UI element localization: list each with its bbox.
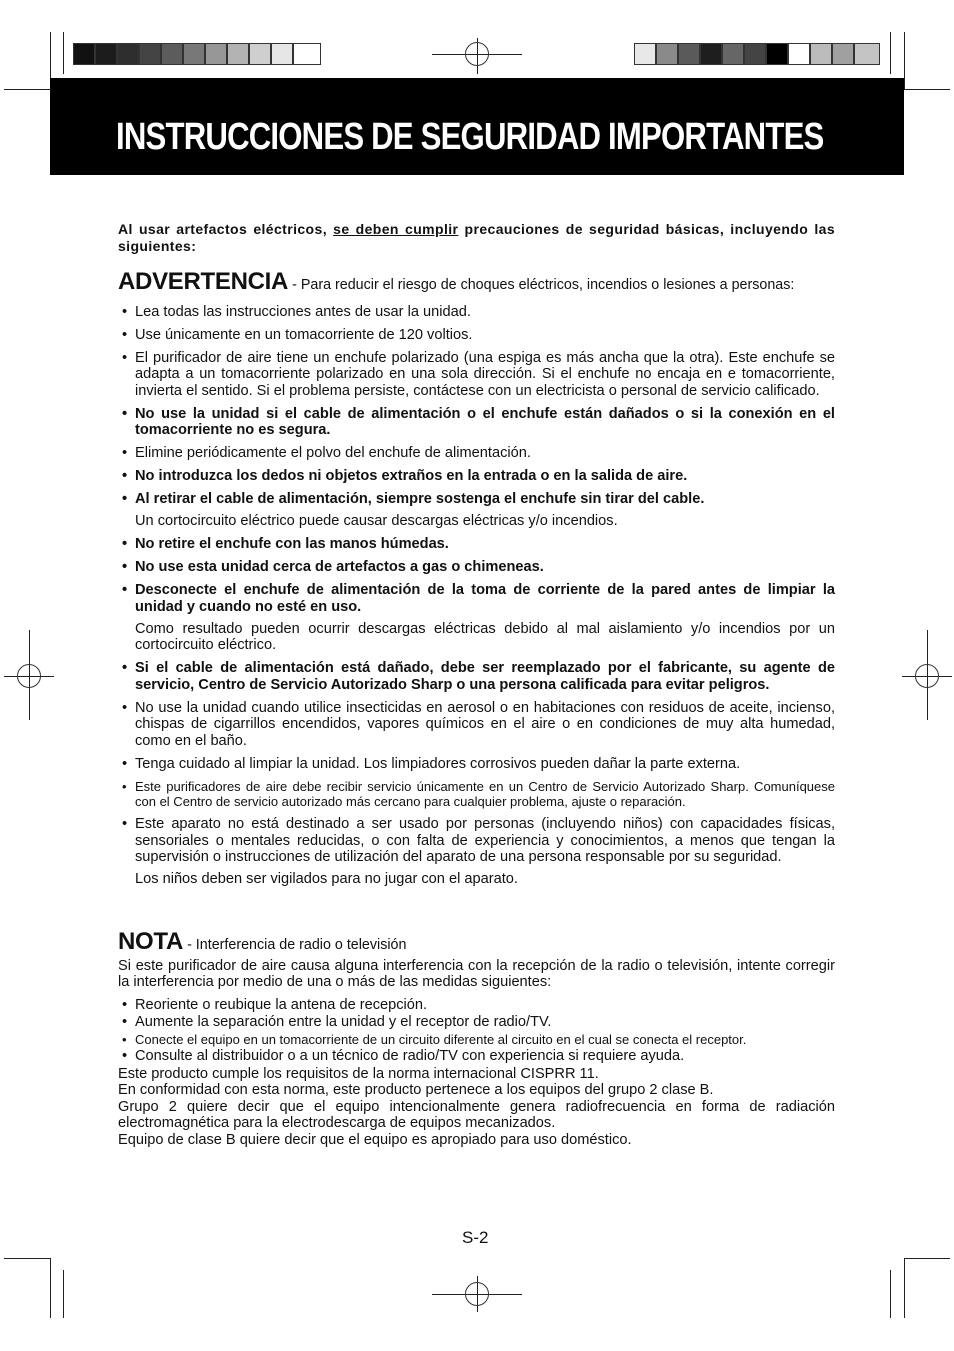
advertencia-subheading: - Para reducir el riesgo de choques eléctricos, incendios o lesiones a personas: bbox=[292, 277, 795, 293]
list-item: • No use la unidad si el cable de alimentación o el enchufe están dañados o si la conexión en el tomacorriente no es segura. bbox=[118, 406, 835, 439]
nota-subheading: - Interferencia de radio o televisión bbox=[187, 937, 407, 953]
list-item: • Reoriente o reubique la antena de recepción. bbox=[118, 997, 835, 1014]
list-item: • Conecte el equipo en un tomacorriente de un circuito diferente al circuito en el cual se conecta el receptor. bbox=[118, 1032, 835, 1048]
list-item: • No retire el enchufe con las manos húmedas. bbox=[118, 536, 835, 553]
list-item: • No use esta unidad cerca de artefactos a gas o chimeneas. bbox=[118, 559, 835, 576]
list-note: Un cortocircuito eléctrico puede causar descargas eléctricas y/o incendios. bbox=[135, 513, 618, 529]
list-item: • Elimine periódicamente el polvo del enchufe de alimentación. bbox=[118, 445, 835, 462]
nota-list bbox=[118, 997, 835, 1065]
list-note: Los niños deben ser vigilados para no jugar con el aparato. bbox=[135, 871, 518, 887]
list-item: • Este purificadores de aire debe recibir servicio únicamente en un Centro de Servicio Autorizado Sharp. Comuníquese con el Centro de servicio autorizado más cercano para cualquier problema, ajuste o reparación. bbox=[118, 779, 835, 810]
nota-paragraph: En conformidad con esta norma, este producto pertenece a los equipos del grupo 2 clase B. bbox=[118, 1082, 714, 1098]
list-item: • Use únicamente en un tomacorriente de 120 voltios. bbox=[118, 327, 835, 344]
title-banner bbox=[50, 78, 904, 175]
list-item: • Si el cable de alimentación está dañado, debe ser reemplazado por el fabricante, su agente de servicio, Centro de Servicio Autorizado Sharp o una persona calificada para evitar peligros. bbox=[118, 660, 835, 693]
list-note: Como resultado pueden ocurrir descargas eléctricas debido al mal aislamiento y/o incendios por un cortocircuito eléctrico. bbox=[135, 620, 835, 653]
advertencia-heading-row bbox=[118, 268, 835, 295]
list-item: • El purificador de aire tiene un enchufe polarizado (una espiga es más ancha que la otra). Este enchufe se adapta a un tomacorriente polarizado en una sola dirección. Si el enchufe no encaja en e tomacorriente, invierta el sentido. Si el problema persiste, contáctese con un electricista o personal de servicio calificado. bbox=[118, 350, 835, 400]
list-item: • No introduzca los dedos ni objetos extraños en la entrada o en la salida de aire. bbox=[118, 468, 835, 485]
advertencia-section bbox=[118, 268, 835, 888]
nota-paragraph: Grupo 2 quiere decir que el equipo intencionalmente genera radiofrecuencia en forma de radiación electromagnética para la electrodescarga de equipos mecanizados. bbox=[118, 1098, 835, 1131]
page-number: S-2 bbox=[462, 1228, 489, 1247]
list-item: • Este aparato no está destinado a ser usado por personas (incluyendo niños) con capacidades físicas, sensoriales o mentales reducidas, o con falta de experiencia y conocimientos, a menos que tengan la supervisión o instrucciones de utilización del aparato de una persona responsable por su seguridad. bbox=[118, 816, 835, 866]
nota-heading: NOTA bbox=[118, 928, 184, 955]
list-item: • Aumente la separación entre la unidad y el receptor de radio/TV. bbox=[118, 1014, 835, 1031]
intro-emphasis: se deben cumplir bbox=[333, 221, 459, 237]
nota-heading-row bbox=[118, 928, 835, 955]
warning-list bbox=[118, 536, 835, 615]
nota-intro: Si este purificador de aire causa alguna interferencia con la recepción de la radio o televisión, intente corregir la interferencia por medio de una o más de las medidas siguientes: bbox=[118, 957, 835, 990]
list-item: • Desconecte el enchufe de alimentación de la toma de corriente de la pared antes de limpiar la unidad y cuando no esté en uso. bbox=[118, 582, 835, 615]
list-item: • No use la unidad cuando utilice insecticidas en aerosol o en habitaciones con residuos de aceite, incienso, chispas de cigarrillos encendidos, vapores químicos en el aire o en condiciones de muy alta humedad, como en el baño. bbox=[118, 700, 835, 750]
list-item: • Al retirar el cable de alimentación, siempre sostenga el enchufe sin tirar del cable. bbox=[118, 491, 835, 508]
document-body bbox=[118, 221, 835, 1148]
nota-paragraph: Equipo de clase B quiere decir que el equipo es apropiado para uso doméstico. bbox=[118, 1131, 632, 1148]
nota-section bbox=[118, 928, 835, 1148]
advertencia-heading: ADVERTENCIA bbox=[118, 268, 289, 295]
page-title: INSTRUCCIONES DE SEGURIDAD IMPORTANTES bbox=[116, 116, 824, 158]
list-item: • Tenga cuidado al limpiar la unidad. Los limpiadores corrosivos pueden dañar la parte externa. bbox=[118, 756, 835, 773]
nota-paragraph: Este producto cumple los requisitos de la norma internacional CISPRR 11. bbox=[118, 1065, 599, 1082]
intro-text: Al usar artefactos eléctricos, se deben cumplir precauciones de seguridad básicas, incluyendo las siguientes: bbox=[118, 221, 835, 254]
list-item: • Consulte al distribuidor o a un técnico de radio/TV con experiencia si requiere ayuda. bbox=[118, 1048, 835, 1065]
list-item: • Lea todas las instrucciones antes de usar la unidad. bbox=[118, 304, 835, 321]
warning-list bbox=[118, 304, 835, 508]
warning-list bbox=[118, 660, 835, 866]
